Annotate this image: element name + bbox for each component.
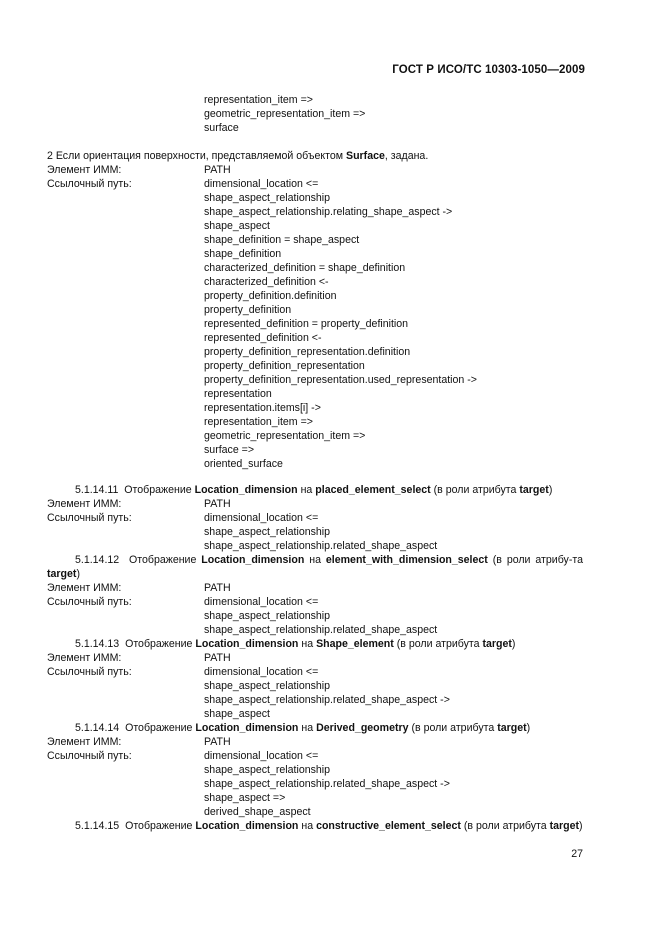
- aim-element-label: Элемент ИММ:: [47, 736, 122, 748]
- section-word: Отображение: [125, 820, 193, 832]
- aim-element-value: PATH: [204, 582, 231, 594]
- path-line: characterized_definition = shape_definition: [204, 262, 406, 274]
- path-line: dimensional_location <=: [204, 750, 319, 762]
- note-2-entity: Surface: [346, 150, 385, 162]
- page-number: 27: [571, 848, 583, 860]
- path-line: representation: [204, 388, 272, 400]
- section-role-suffix: ): [579, 820, 583, 832]
- path-line: property_definition_representation.used_representation ->: [204, 374, 477, 386]
- path-line: geometric_representation_item =>: [204, 108, 366, 120]
- standard-header: ГОСТ Р ИСО/ТС 10303-1050—2009: [392, 64, 585, 76]
- section-target: Shape_element: [316, 638, 394, 650]
- path-line: shape_aspect_relationship: [204, 526, 331, 538]
- section-role-attr: target: [482, 638, 512, 650]
- section-role-attr: target: [497, 722, 527, 734]
- section-word: Отображение: [124, 484, 192, 496]
- section-role-prefix: (в роли атрибута: [396, 638, 480, 650]
- note-2: [47, 149, 428, 163]
- section-target: element_with_dimension_select: [325, 554, 488, 566]
- path-line: dimensional_location <=: [204, 666, 319, 678]
- path-line: represented_definition <-: [204, 332, 322, 344]
- path-line: shape_aspect_relationship.related_shape_aspect ->: [204, 694, 450, 706]
- path-line: shape_aspect_relationship: [204, 764, 331, 776]
- ref-path-label: Ссылочный путь:: [47, 512, 132, 524]
- section-number: 5.1.14.14: [75, 722, 120, 734]
- path-line: shape_definition: [204, 248, 282, 260]
- section-role-suffix: ): [548, 484, 553, 496]
- aim-element-value: PATH: [204, 164, 231, 176]
- section-on: на: [301, 820, 314, 832]
- section-role-prefix: (в роли атрибута: [433, 484, 517, 496]
- path-line: dimensional_location <=: [204, 512, 319, 524]
- section-number: 5.1.14.15: [75, 820, 120, 832]
- section-target: Derived_geometry: [316, 722, 409, 734]
- path-line: surface: [204, 122, 239, 134]
- section-target: constructive_element_select: [316, 820, 461, 832]
- section-role-attr: target: [549, 820, 580, 832]
- section-role-prefix: (в роли атрибута: [463, 820, 547, 832]
- section-role-attr: target: [519, 484, 549, 496]
- path-line: property_definition: [204, 304, 292, 316]
- path-line: geometric_representation_item =>: [204, 430, 366, 442]
- path-line: derived_shape_aspect: [204, 806, 311, 818]
- path-line: property_definition_representation: [204, 360, 365, 372]
- section-on: на: [301, 722, 314, 734]
- path-line: dimensional_location <=: [204, 178, 319, 190]
- path-line: shape_aspect: [204, 708, 270, 720]
- path-line: representation_item =>: [204, 94, 313, 106]
- section-entity: Location_dimension: [195, 820, 299, 832]
- section-entity: Location_dimension: [195, 722, 299, 734]
- section-heading-5-1-14-11: [47, 483, 583, 497]
- path-line: shape_aspect_relationship.related_shape_aspect: [204, 624, 438, 636]
- path-line: surface =>: [204, 444, 255, 456]
- section-entity: Location_dimension: [194, 484, 298, 496]
- section-number: 5.1.14.13: [75, 638, 120, 650]
- path-line: dimensional_location <=: [204, 596, 319, 608]
- path-line: oriented_surface: [204, 458, 283, 470]
- path-line: shape_aspect_relationship.related_shape_aspect: [204, 540, 438, 552]
- path-line: property_definition.definition: [204, 290, 337, 302]
- section-heading-5-1-14-14: [47, 721, 583, 735]
- section-target: placed_element_select: [315, 484, 431, 496]
- note-2-suffix: , задана.: [384, 150, 429, 162]
- path-line: shape_aspect =>: [204, 792, 286, 804]
- aim-element-value: PATH: [204, 736, 231, 748]
- aim-element-value: PATH: [204, 498, 231, 510]
- section-on: на: [301, 638, 314, 650]
- section-heading-5-1-14-15: [47, 819, 583, 833]
- section-word: Отображение: [129, 554, 197, 566]
- ref-path-label: Ссылочный путь:: [47, 178, 132, 190]
- path-line: shape_aspect_relationship: [204, 192, 331, 204]
- path-line: shape_aspect: [204, 220, 270, 232]
- ref-path-label: Ссылочный путь:: [47, 596, 132, 608]
- note-2-prefix: 2 Если ориентация поверхности, представляемой объектом: [47, 150, 346, 162]
- section-heading-5-1-14-12: [47, 553, 583, 581]
- section-entity: Location_dimension: [195, 638, 299, 650]
- section-word: Отображение: [125, 722, 193, 734]
- section-role-suffix: ): [76, 568, 80, 580]
- aim-element-label: Элемент ИММ:: [47, 498, 122, 510]
- section-role-prefix: (в роли атрибута: [411, 722, 495, 734]
- section-on: на: [300, 484, 313, 496]
- path-line: shape_aspect_relationship: [204, 680, 331, 692]
- section-entity: Location_dimension: [201, 554, 305, 566]
- section-role-suffix: ): [511, 638, 516, 650]
- section-word: Отображение: [125, 638, 193, 650]
- path-line: characterized_definition <-: [204, 276, 329, 288]
- path-line: shape_definition = shape_aspect: [204, 234, 360, 246]
- path-line: shape_aspect_relationship: [204, 610, 331, 622]
- aim-element-label: Элемент ИММ:: [47, 164, 122, 176]
- aim-element-value: PATH: [204, 652, 231, 664]
- section-role-attr: target: [47, 568, 77, 580]
- path-line: represented_definition = property_definition: [204, 318, 409, 330]
- section-role-prefix: (в роли атрибу-та: [492, 554, 583, 566]
- section-role-suffix: ): [526, 722, 531, 734]
- ref-path-label: Ссылочный путь:: [47, 750, 132, 762]
- path-line: shape_aspect_relationship.relating_shape_aspect ->: [204, 206, 453, 218]
- aim-element-label: Элемент ИММ:: [47, 582, 122, 594]
- section-on: на: [309, 554, 321, 566]
- path-line: property_definition_representation.definition: [204, 346, 411, 358]
- ref-path-label: Ссылочный путь:: [47, 666, 132, 678]
- path-line: representation_item =>: [204, 416, 313, 428]
- path-line: representation.items[i] ->: [204, 402, 321, 414]
- section-heading-5-1-14-13: [47, 637, 583, 651]
- aim-element-label: Элемент ИММ:: [47, 652, 122, 664]
- section-number: 5.1.14.12: [75, 554, 120, 566]
- section-number: 5.1.14.11: [75, 484, 119, 496]
- path-line: shape_aspect_relationship.related_shape_aspect ->: [204, 778, 450, 790]
